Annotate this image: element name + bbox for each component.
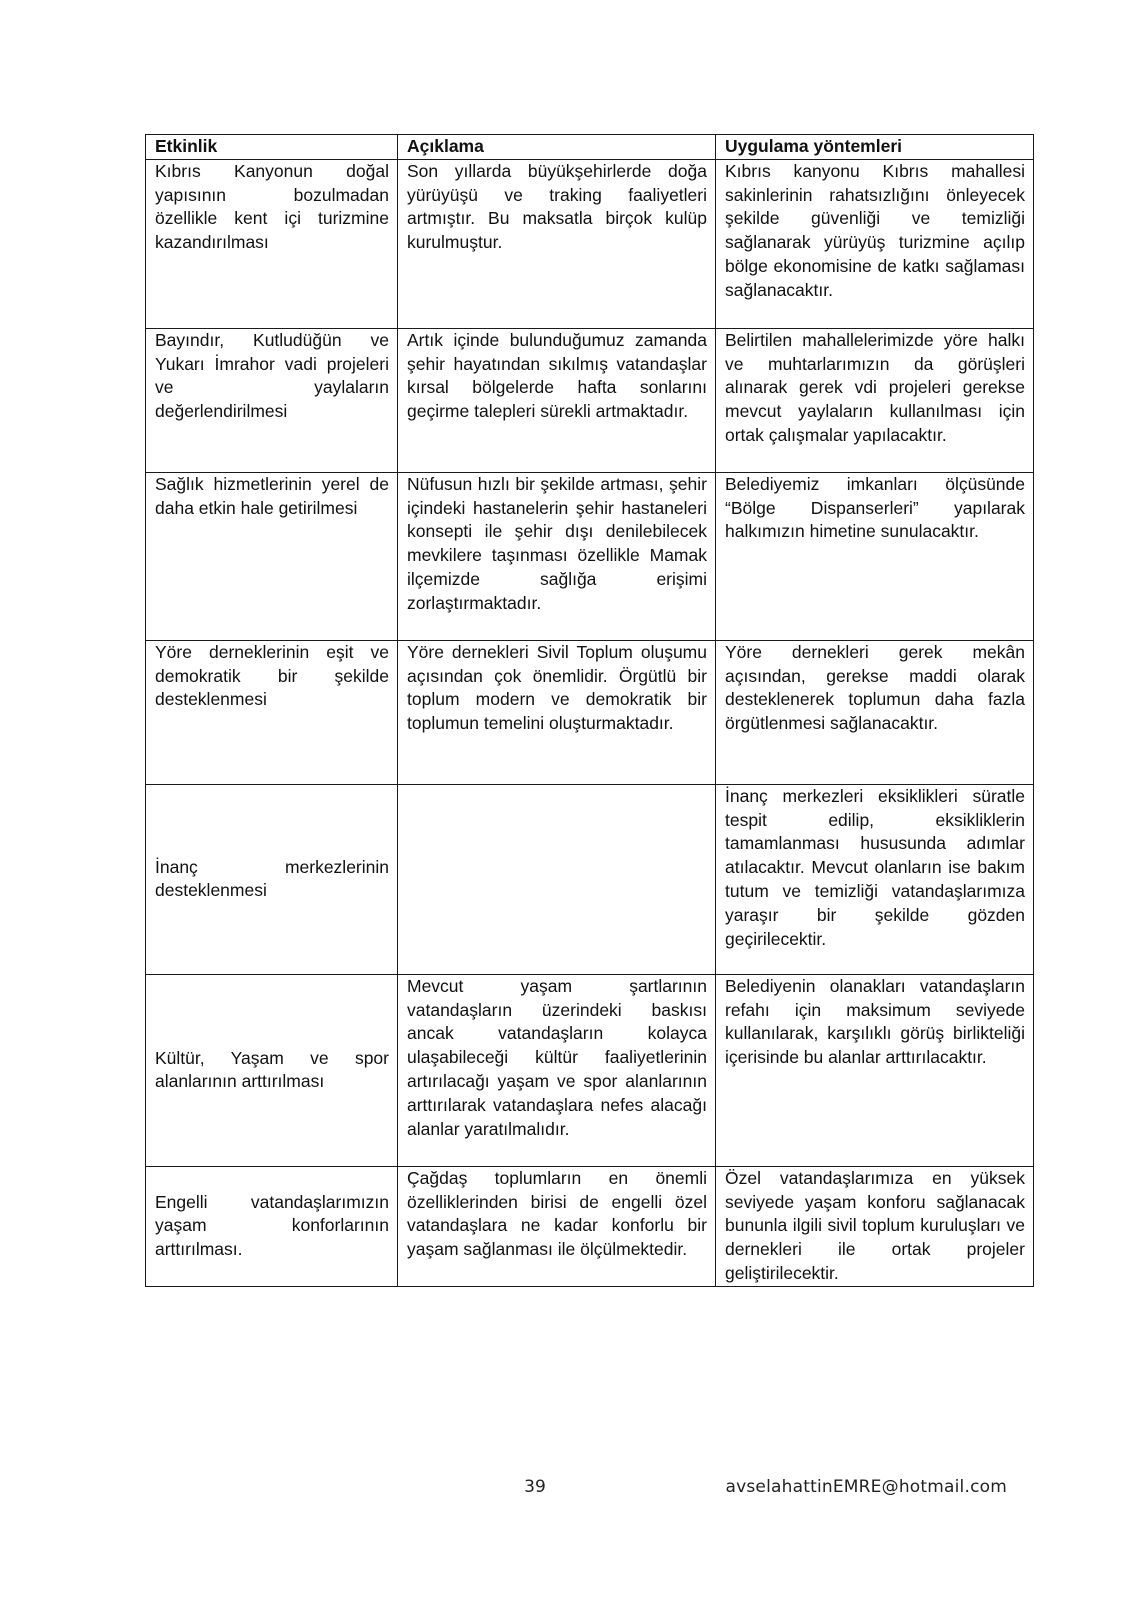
table-row bbox=[146, 974, 1034, 1166]
method-cell: Belediyemiz imkanları ölçüsünde “Bölge Dispanserleri” yapılarak halkımızın himetine sunulacaktır. bbox=[716, 472, 1034, 640]
table-row bbox=[146, 1166, 1034, 1286]
description-cell: Son yıllarda büyükşehirlerde doğa yürüyüşü ve traking faaliyetleri artmıştır. Bu maksatla birçok kulüp kurulmuştur. bbox=[398, 159, 716, 328]
header-method: Uygulama yöntemleri bbox=[716, 135, 1034, 160]
activity-cell: Kültür, Yaşam ve spor alanlarının arttırılması bbox=[146, 974, 398, 1166]
table-header-row bbox=[146, 135, 1034, 160]
activity-cell: Kıbrıs Kanyonun doğal yapısının bozulmadan özellikle kent içi turizmine kazandırılması bbox=[146, 159, 398, 328]
description-cell: Artık içinde bulunduğumuz zamanda şehir hayatından sıkılmış vatandaşlar kırsal bölgelerde hafta sonlarını geçirme talepleri sürekli artmaktadır. bbox=[398, 328, 716, 472]
description-cell: Nüfusun hızlı bir şekilde artması, şehir içindeki hastanelerin şehir hastaneleri konsepti ile şehir dışı denilebilecek mevkilere taşınması özellikle Mamak ilçemizde sağlığa erişimi zorlaştırmaktadır. bbox=[398, 472, 716, 640]
method-cell: Belediyenin olanakları vatandaşların refahı için maksimum seviyede kullanılarak, karşılıklı görüş birlikteliği içerisinde bu alanlar arttırılacaktır. bbox=[716, 974, 1034, 1166]
method-cell: İnanç merkezleri eksiklikleri süratle tespit edilip, eksikliklerin tamamlanması hususunda adımlar atılacaktır. Mevcut olanların ise bakım tutum ve temizliği vatandaşlarımıza yaraşır bir şekilde gözden geçirilecektir. bbox=[716, 784, 1034, 974]
page-number: 39 bbox=[524, 1477, 546, 1497]
activity-cell: İnanç merkezlerinin desteklenmesi bbox=[146, 784, 398, 974]
activity-cell: Engelli vatandaşlarımızın yaşam konforlarının arttırılması. bbox=[146, 1166, 398, 1286]
footer-email: avselahattinEMRE@hotmail.com bbox=[725, 1477, 1007, 1497]
header-activity: Etkinlik bbox=[146, 135, 398, 160]
description-cell bbox=[398, 784, 716, 974]
table-row bbox=[146, 159, 1034, 328]
table-row bbox=[146, 328, 1034, 472]
table-row bbox=[146, 784, 1034, 974]
activity-cell: Sağlık hizmetlerinin yerel de daha etkin hale getirilmesi bbox=[146, 472, 398, 640]
method-cell: Kıbrıs kanyonu Kıbrıs mahallesi sakinlerinin rahatsızlığını önleyecek şekilde güvenliği ve temizliği sağlanarak yürüyüş turizmine açılıp bölge ekonomisine de katkı sağlaması sağlanacaktır. bbox=[716, 159, 1034, 328]
table-row bbox=[146, 640, 1034, 784]
method-cell: Özel vatandaşlarımıza en yüksek seviyede yaşam konforu sağlanacak bununla ilgili sivil toplum kuruluşları ve dernekleri ile ortak projeler geliştirilecektir. bbox=[716, 1166, 1034, 1286]
table-row bbox=[146, 472, 1034, 640]
description-cell: Mevcut yaşam şartlarının vatandaşların üzerindeki baskısı ancak vatandaşların kolayca ulaşabileceği kültür faaliyetlerinin artırılacağı yaşam ve spor alanlarının arttırılarak vatandaşlara nefes alacağı alanlar yaratılmalıdır. bbox=[398, 974, 716, 1166]
activity-cell: Bayındır, Kutludüğün ve Yukarı İmrahor vadi projeleri ve yaylaların değerlendirilmesi bbox=[146, 328, 398, 472]
method-cell: Belirtilen mahallelerimizde yöre halkı ve muhtarlarımızın da görüşleri alınarak gerek vdi projeleri gerekse mevcut yaylaların kullanılması için ortak çalışmalar yapılacaktır. bbox=[716, 328, 1034, 472]
description-cell: Çağdaş toplumların en önemli özelliklerinden birisi de engelli özel vatandaşlara ne kadar konforlu bir yaşam sağlanması ile ölçülmektedir. bbox=[398, 1166, 716, 1286]
method-cell: Yöre dernekleri gerek mekân açısından, gerekse maddi olarak desteklenerek toplumun daha fazla örgütlenmesi sağlanacaktır. bbox=[716, 640, 1034, 784]
activity-cell: Yöre derneklerinin eşit ve demokratik bir şekilde desteklenmesi bbox=[146, 640, 398, 784]
activity-table bbox=[145, 134, 1034, 1287]
header-description: Açıklama bbox=[398, 135, 716, 160]
description-cell: Yöre dernekleri Sivil Toplum oluşumu açısından çok önemlidir. Örgütlü bir toplum modern ve demokratik bir toplumun temelini oluşturmaktadır. bbox=[398, 640, 716, 784]
